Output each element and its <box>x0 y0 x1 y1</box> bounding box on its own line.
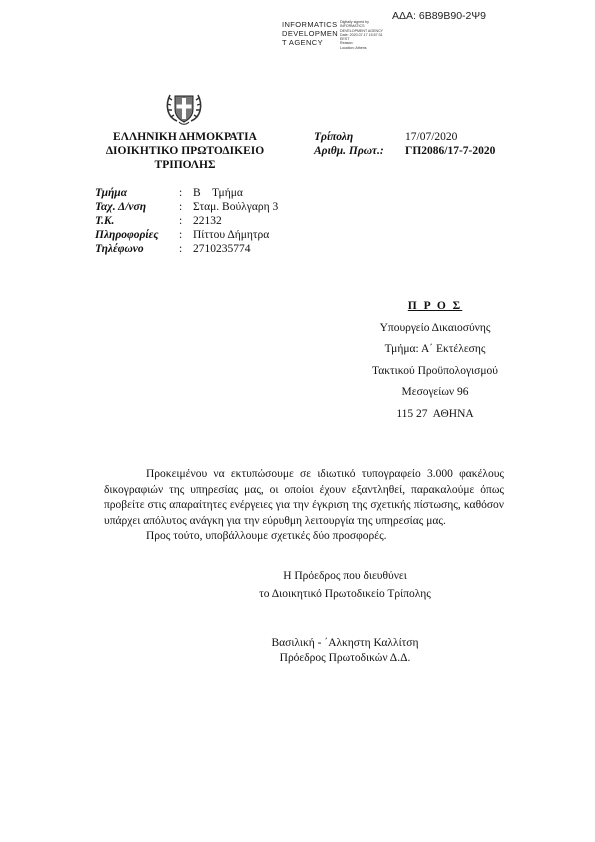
recipient-line: Τμήμα: Α΄ Εκτέλεσης <box>384 343 486 355</box>
place-label: Τρίπολη <box>314 131 354 143</box>
info-value: 22132 <box>193 215 222 227</box>
stamp-detail-line: Date: 2020.07.17 15:57:31 <box>340 32 383 37</box>
info-value: Πίττου Δήμητρα <box>193 229 270 241</box>
recipient-line: Υπουργείο Δικαιοσύνης <box>379 321 491 334</box>
recipient-title: Π Ρ Ο Σ <box>407 300 463 312</box>
info-value: Σταμ. Βούλγαρη 3 <box>193 201 279 213</box>
info-label: Τμήμα <box>95 187 128 199</box>
court-name: ΔΙΟΙΚΗΤΙΚΟ ΠΡΩΤΟΔΙΚΕΙΟ <box>105 145 265 157</box>
document-date: 17/07/2020 <box>405 131 458 143</box>
stamp-title-line: DEVELOPMEN <box>282 29 339 38</box>
authority-header <box>95 130 275 172</box>
stamp-detail-line: INFORMATICS <box>340 24 365 29</box>
info-label: Τ.Κ. <box>95 215 115 227</box>
digital-signature-stamp-title <box>282 20 342 47</box>
country-name: ΕΛΛΗΝΙΚΗ ΔΗΜΟΚΡΑΤΙΑ <box>113 131 257 143</box>
info-label: Ταχ. Δ/νση <box>95 201 147 213</box>
protocol-number: ΓΠ2086/17-7-2020 <box>405 145 496 157</box>
body-paragraph: Προς τούτο, υποβάλλουμε σχετικές δύο προσφορές. <box>146 530 387 542</box>
stamp-detail-line: DEVELOPMENT AGENCY <box>340 28 384 33</box>
info-label: Πληροφορίες <box>95 229 159 241</box>
info-row: Ταχ. Δ/νση : Σταμ. Βούλγαρη 3 <box>95 201 279 213</box>
recipient-line: 115 27 ΑΘΗΝΑ <box>396 407 474 420</box>
stamp-detail-line: Location: Athens <box>340 45 367 50</box>
stamp-title-line: T AGENCY <box>282 38 323 47</box>
signatory <box>240 636 450 666</box>
recipient-block <box>330 296 540 425</box>
info-value: Β Τμήμα <box>193 187 243 199</box>
protocol-label: Αριθμ. Πρωτ.: <box>314 145 384 157</box>
info-row: Τμήμα : Β Τμήμα <box>95 187 243 199</box>
info-row: Τ.Κ. : 22132 <box>95 215 222 227</box>
body-paragraph: Προκειμένου να εκτυπώσουμε σε ιδιωτικό τυπογραφείο 3.000 φακέλους δικογραφιών της υπηρεσίας μας, οι οποίοι έχουν εξαντληθεί, παρακαλούμε όπως προβείτε στις απαραίτητες ενέργειες για την έγκριση της σχετικής πίστωσης, καθόσον υπάρχει απόλυτος ανάγκη για την εύρυθμη λειτουργία της υπηρεσίας μας. <box>104 468 504 527</box>
sender-info <box>95 186 278 256</box>
signatory-name: Βασιλική - ΄Αλκηστη Καλλίτση <box>271 637 419 649</box>
recipient-line: Τακτικού Προϋπολογισμού <box>372 364 498 377</box>
info-label: Τηλέφωνο <box>95 243 144 255</box>
info-value: 2710235774 <box>193 243 251 255</box>
signature-role-line: Η Πρόεδρος που διευθύνει <box>283 570 407 582</box>
document-meta <box>314 130 495 158</box>
info-row: Τηλέφωνο : 2710235774 <box>95 243 251 255</box>
recipient-line: Μεσογείων 96 <box>401 386 469 398</box>
signature-role <box>240 567 450 603</box>
stamp-detail-line: EEST <box>340 37 350 42</box>
digital-signature-stamp-details <box>340 20 400 50</box>
court-city: ΤΡΙΠΟΛΗΣ <box>154 159 216 171</box>
letter-body <box>104 467 504 545</box>
signature-role-line: το Διοικητικό Πρωτοδικείο Τρίπολης <box>259 588 431 600</box>
stamp-detail-line: Reason: <box>340 41 354 46</box>
stamp-detail-line: Digitally signed by <box>340 20 369 24</box>
ada-code: ΑΔΑ: 6Β89Β90-2Ψ9 <box>392 10 487 22</box>
signatory-title: Πρόεδρος Πρωτοδικών Δ.Δ. <box>279 652 411 664</box>
info-row: Πληροφορίες : Πίττου Δήμητρα <box>95 229 270 241</box>
greek-coat-of-arms-icon <box>163 88 205 131</box>
stamp-title-line: INFORMATICS <box>282 20 338 29</box>
